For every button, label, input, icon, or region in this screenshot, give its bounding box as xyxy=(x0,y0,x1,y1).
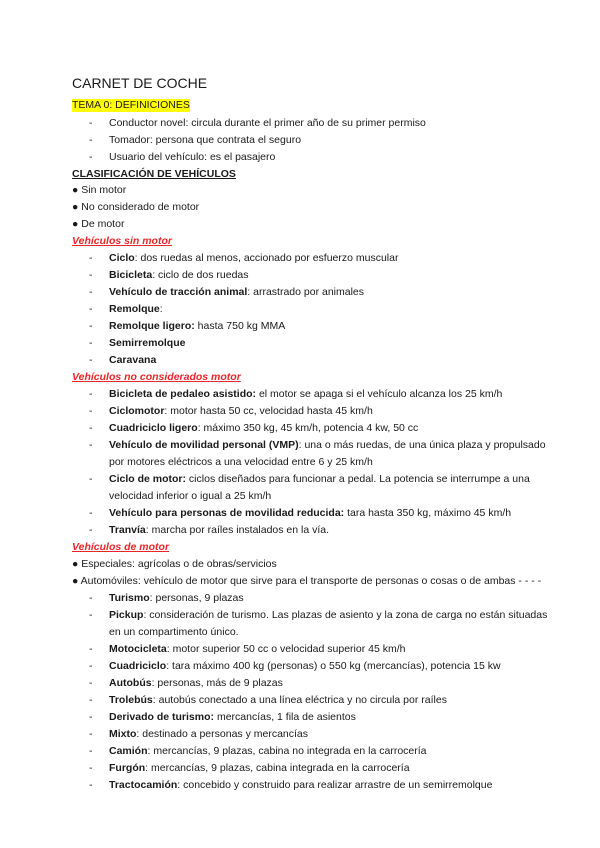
no-considerados-heading: Vehículos no considerados motor xyxy=(72,371,241,383)
de-motor-list xyxy=(72,590,552,794)
list-item: - Camión: mercancías, 9 plazas, cabina no integrada en la carrocería xyxy=(89,745,427,757)
list-item: - Semirremolque xyxy=(89,337,186,349)
list-item: - Tomador: persona que contrata el seguro xyxy=(89,134,302,146)
sin-motor-heading: Vehículos sin motor xyxy=(72,235,172,247)
bullet-item: ● De motor xyxy=(72,218,125,230)
clasificacion-heading: CLASIFICACIÓN DE VEHÍCULOS xyxy=(72,168,236,180)
list-item: - Autobús: personas, más de 9 plazas xyxy=(89,677,283,689)
list-item: - Conductor novel: circula durante el primer año de su primer permiso xyxy=(89,117,426,129)
list-item: - Tranvía: marcha por raíles instalados en la vía. xyxy=(89,524,330,536)
list-item: - Cuadriciclo ligero: máximo 350 kg, 45 km/h, potencia 4 kw, 50 cc xyxy=(89,422,419,434)
document-content xyxy=(72,74,552,794)
bullet-item: ● Especiales: agrícolas o de obras/servicios xyxy=(72,558,277,570)
document-title: CARNET DE COCHE xyxy=(72,75,208,91)
list-item: - Vehículo de tracción animal: arrastrado por animales xyxy=(89,286,365,298)
de-motor-heading: Vehículos de motor xyxy=(72,541,170,553)
list-item: - Ciclo: dos ruedas al menos, accionado por esfuerzo muscular xyxy=(89,252,399,264)
definitions-list xyxy=(72,115,552,166)
list-item: - Vehículo para personas de movilidad reducida: tara hasta 350 kg, máximo 45 km/h xyxy=(89,507,512,519)
list-item: - Caravana xyxy=(89,354,157,366)
list-item: - Remolque ligero: hasta 750 kg MMA xyxy=(89,320,286,332)
list-item: - Tractocamión: concebido y construido para realizar arrastre de un semirremolque xyxy=(89,779,493,791)
list-item: - Ciclomotor: motor hasta 50 cc, velocidad hasta 45 km/h xyxy=(89,405,373,417)
list-item: - Remolque: xyxy=(89,303,163,315)
list-item: - Motocicleta: motor superior 50 cc o velocidad superior 45 km/h xyxy=(89,643,406,655)
no-considerados-list xyxy=(72,386,552,539)
list-item: - Pickup: consideración de turismo. Las plazas de asiento y la zona de carga no están situadas en un compartimento único. xyxy=(89,609,548,638)
list-item: - Trolebús: autobús conectado a una línea eléctrica y no circula por raíles xyxy=(89,694,447,706)
list-item: - Furgón: mercancías, 9 plazas, cabina integrada en la carrocería xyxy=(89,762,410,774)
list-item: - Turismo: personas, 9 plazas xyxy=(89,592,244,604)
list-item: - Mixto: destinado a personas y mercancías xyxy=(89,728,309,740)
list-item: - Usuario del vehículo: es el pasajero xyxy=(89,151,276,163)
bullet-item: ● No considerado de motor xyxy=(72,201,200,213)
list-item: - Vehículo de movilidad personal (VMP): una o más ruedas, de una única plaza y propulsado por motores eléctricos a una velocidad entre 6 y 25 km/h xyxy=(89,439,546,468)
list-item: - Derivado de turismo: mercancías, 1 fila de asientos xyxy=(89,711,356,723)
bullet-item: ● Automóviles: vehículo de motor que sirve para el transporte de personas o cosas o de ambas - - - - xyxy=(72,575,542,587)
list-item: - Ciclo de motor: ciclos diseñados para funcionar a pedal. La potencia se interrumpe a una velocidad inferior o igual a 25 km/h xyxy=(89,473,530,502)
list-item: - Cuadriciclo: tara máximo 400 kg (personas) o 550 kg (mercancías), potencia 15 kw xyxy=(89,660,501,672)
list-item: - Bicicleta: ciclo de dos ruedas xyxy=(89,269,249,281)
bullet-item: ● Sin motor xyxy=(72,184,127,196)
section-tema-highlight: TEMA 0: DEFINICIONES xyxy=(72,99,190,111)
list-item: - Bicicleta de pedaleo asistido: el motor se apaga si el vehículo alcanza los 25 km/h xyxy=(89,388,503,400)
sin-motor-list xyxy=(72,250,552,369)
